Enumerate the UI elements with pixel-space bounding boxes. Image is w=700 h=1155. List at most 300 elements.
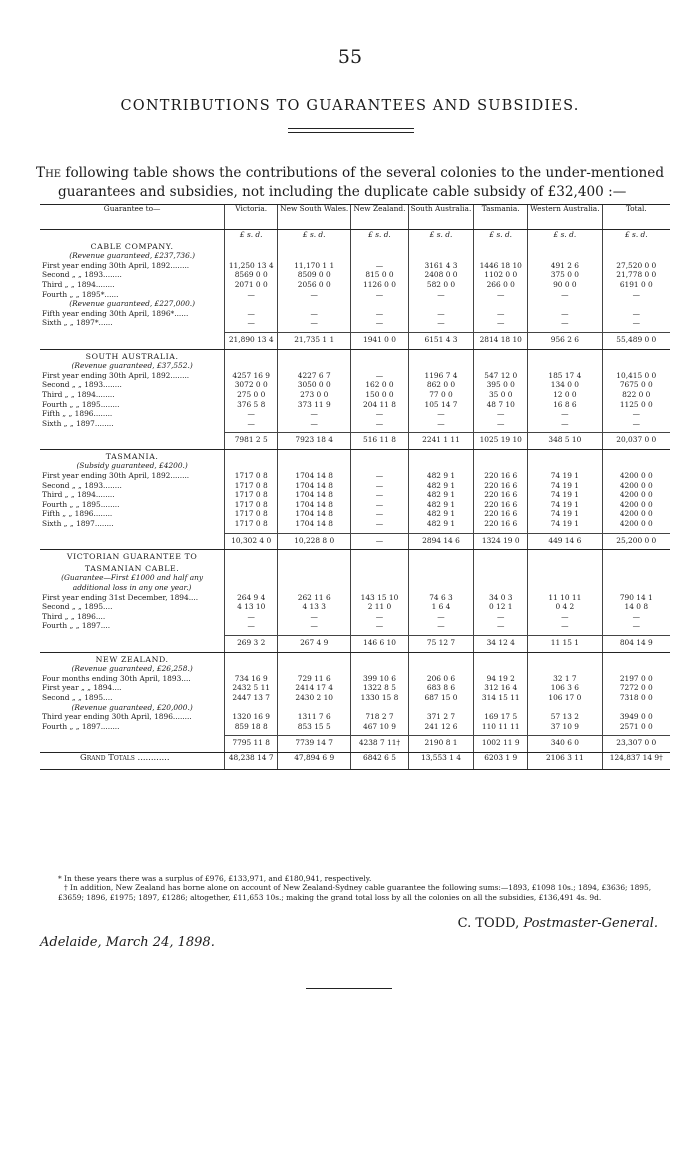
value-cell: 57 13 2 xyxy=(528,712,602,722)
blank-cell xyxy=(474,251,528,261)
value-cell: — xyxy=(528,621,602,631)
row-label: First year „ „ 1894.... xyxy=(42,683,122,693)
total-cell: 4238 7 11† xyxy=(351,736,408,753)
intro-lead: The xyxy=(36,165,62,181)
value-cell: 314 15 11 xyxy=(474,693,528,703)
unit-label-blank xyxy=(40,230,225,240)
row-label: Fourth „ „ 1895*...... xyxy=(42,289,119,299)
section-title-row xyxy=(40,449,670,461)
unit-cell: £ s. d. xyxy=(528,230,602,240)
blank-cell xyxy=(351,349,408,361)
value-cell: 134 0 0 xyxy=(528,380,602,390)
blank-cell xyxy=(278,240,351,252)
table-row xyxy=(40,500,670,510)
total-cell: 1025 19 10 xyxy=(474,433,528,450)
value-cell: 4200 0 0 xyxy=(602,500,670,510)
value-cell: 1704 14 8 xyxy=(278,500,351,510)
section-note: (Revenue guaranteed, £20,000.) xyxy=(71,702,193,712)
blank-cell xyxy=(602,349,670,361)
value-cell: 2430 2 10 xyxy=(278,693,351,703)
blank-cell xyxy=(408,251,474,261)
value-cell: 4257 16 9 xyxy=(225,371,278,381)
grand-total-cell: 2106 3 11 xyxy=(528,752,602,769)
value-cell: 220 16 6 xyxy=(474,519,528,529)
value-cell: 3050 0 0 xyxy=(278,380,351,390)
blank-cell xyxy=(602,361,670,371)
unit-cell: £ s. d. xyxy=(602,230,670,240)
blank-cell xyxy=(528,550,602,562)
value-cell: — xyxy=(351,309,408,319)
blank-cell xyxy=(351,361,408,371)
footnotes xyxy=(58,874,670,902)
value-cell: — xyxy=(225,621,278,631)
value-cell: 1717 0 8 xyxy=(225,471,278,481)
total-cell: 804 14 9 xyxy=(602,635,670,652)
total-cell: 1324 19 0 xyxy=(474,533,528,550)
blank-cell xyxy=(602,240,670,252)
value-cell: 169 17 5 xyxy=(474,712,528,722)
blank-cell xyxy=(408,461,474,471)
total-cell: 75 12 7 xyxy=(408,635,474,652)
column-header: South Australia. xyxy=(408,205,474,230)
value-cell: — xyxy=(278,318,351,328)
table-row xyxy=(40,309,670,319)
blank-cell xyxy=(351,550,408,562)
value-cell: 11,250 13 4 xyxy=(225,261,278,271)
section-total-row xyxy=(40,332,670,349)
total-label-blank xyxy=(40,332,225,349)
value-cell: 718 2 7 xyxy=(351,712,408,722)
page-number: 55 xyxy=(337,46,363,68)
value-cell: 105 14 7 xyxy=(408,400,474,410)
section-title: VICTORIAN GUARANTEE TO xyxy=(66,552,198,562)
value-cell: — xyxy=(351,481,408,491)
blank-cell xyxy=(528,703,602,713)
blank-cell xyxy=(474,664,528,674)
blank-cell xyxy=(225,562,278,574)
row-label: Fourth „ „ 1897........ xyxy=(42,721,120,731)
value-cell: 74 19 1 xyxy=(528,490,602,500)
section-note-row xyxy=(40,461,670,471)
value-cell: — xyxy=(602,309,670,319)
value-cell: 27,520 0 0 xyxy=(602,261,670,271)
value-cell: 106 3 6 xyxy=(528,683,602,693)
value-cell: 241 12 6 xyxy=(408,722,474,732)
total-cell: 2241 1 11 xyxy=(408,433,474,450)
value-cell: 74 19 1 xyxy=(528,519,602,529)
total-cell: 2814 18 10 xyxy=(474,332,528,349)
grand-totals-row xyxy=(40,752,670,769)
value-cell: — xyxy=(602,621,670,631)
value-cell: 1126 0 0 xyxy=(351,280,408,290)
value-cell: 220 16 6 xyxy=(474,500,528,510)
value-cell: 7675 0 0 xyxy=(602,380,670,390)
value-cell: — xyxy=(474,612,528,622)
value-cell: — xyxy=(351,612,408,622)
place-date: Adelaide, March 24, 1898. xyxy=(40,935,215,950)
blank-cell xyxy=(408,299,474,309)
value-cell: — xyxy=(278,419,351,429)
value-cell: 4227 6 7 xyxy=(278,371,351,381)
section-note-row xyxy=(40,703,670,713)
table-row xyxy=(40,419,670,429)
value-cell: 1704 14 8 xyxy=(278,481,351,491)
value-cell: 4200 0 0 xyxy=(602,481,670,491)
value-cell: 204 11 8 xyxy=(351,400,408,410)
blank-cell xyxy=(278,573,351,583)
value-cell: — xyxy=(351,471,408,481)
value-cell: — xyxy=(528,419,602,429)
row-label: Fifth year ending 30th April, 1896*...... xyxy=(42,308,189,318)
value-cell: — xyxy=(474,419,528,429)
value-cell: 74 19 1 xyxy=(528,481,602,491)
blank-cell xyxy=(351,299,408,309)
footnote-surplus: * In these years there was a surplus of £976, £133,971, and £180,941, respectively. xyxy=(58,874,372,883)
column-header: Guarantee to— xyxy=(40,205,225,230)
value-cell: 482 9 1 xyxy=(408,500,474,510)
value-cell: 482 9 1 xyxy=(408,519,474,529)
value-cell: — xyxy=(528,612,602,622)
total-cell: 340 6 0 xyxy=(528,736,602,753)
row-label: First year ending 31st December, 1894.... xyxy=(42,592,199,602)
column-header: Total. xyxy=(602,205,670,230)
blank-cell xyxy=(408,562,474,574)
section-note: additional loss in any one year.) xyxy=(72,583,192,592)
value-cell: 1311 7 6 xyxy=(278,712,351,722)
table-row xyxy=(40,674,670,684)
value-cell: 220 16 6 xyxy=(474,490,528,500)
section-title-row xyxy=(40,550,670,562)
blank-cell xyxy=(474,349,528,361)
value-cell: — xyxy=(278,621,351,631)
blank-cell xyxy=(225,461,278,471)
value-cell: 1102 0 0 xyxy=(474,270,528,280)
blank-cell xyxy=(225,251,278,261)
value-cell: 7272 0 0 xyxy=(602,683,670,693)
table-row xyxy=(40,400,670,410)
total-cell: 2894 14 6 xyxy=(408,533,474,550)
blank-cell xyxy=(225,652,278,664)
table-row xyxy=(40,390,670,400)
table-row xyxy=(40,509,670,519)
value-cell: 162 0 0 xyxy=(351,380,408,390)
value-cell: 2447 13 7 xyxy=(225,693,278,703)
blank-cell xyxy=(225,361,278,371)
blank-cell xyxy=(351,562,408,574)
value-cell: — xyxy=(351,490,408,500)
section-note-row xyxy=(40,251,670,261)
total-cell: 25,200 0 0 xyxy=(602,533,670,550)
table-row xyxy=(40,612,670,622)
value-cell: 687 15 0 xyxy=(408,693,474,703)
table-row xyxy=(40,683,670,693)
value-cell: 1704 14 8 xyxy=(278,471,351,481)
value-cell: 90 0 0 xyxy=(528,280,602,290)
section-title: NEW ZEALAND. xyxy=(95,654,169,664)
value-cell: — xyxy=(225,309,278,319)
blank-cell xyxy=(474,583,528,593)
row-label: Fourth „ „ 1897.... xyxy=(42,621,111,631)
row-label: Second „ „ 1893........ xyxy=(42,380,122,390)
value-cell: 11,170 1 1 xyxy=(278,261,351,271)
section-title: SOUTH AUSTRALIA. xyxy=(85,351,179,361)
value-cell: 7318 0 0 xyxy=(602,693,670,703)
value-cell: — xyxy=(474,318,528,328)
column-header: Victoria. xyxy=(225,205,278,230)
row-label: Third year ending 30th April, 1896........ xyxy=(42,712,192,722)
value-cell: 3161 4 3 xyxy=(408,261,474,271)
signature xyxy=(458,916,658,931)
table-row xyxy=(40,693,670,703)
section-title-row xyxy=(40,652,670,664)
blank-cell xyxy=(602,562,670,574)
value-cell: 2071 0 0 xyxy=(225,280,278,290)
table-row xyxy=(40,280,670,290)
value-cell: 1717 0 8 xyxy=(225,509,278,519)
value-cell: — xyxy=(351,419,408,429)
total-cell: 10,228 8 0 xyxy=(278,533,351,550)
value-cell: — xyxy=(528,409,602,419)
table-row xyxy=(40,481,670,491)
grand-total-cell: 6842 6 5 xyxy=(351,752,408,769)
value-cell: — xyxy=(351,500,408,510)
table-row xyxy=(40,471,670,481)
blank-cell xyxy=(602,550,670,562)
blank-cell xyxy=(528,573,602,583)
section-note-row xyxy=(40,583,670,593)
row-label: Third „ „ 1894........ xyxy=(42,279,115,289)
blank-cell xyxy=(351,664,408,674)
value-cell: 1196 7 4 xyxy=(408,371,474,381)
blank-cell xyxy=(474,361,528,371)
table-row xyxy=(40,318,670,328)
section-note: (Revenue guaranteed, £237,736.) xyxy=(69,251,196,261)
total-cell: 348 5 10 xyxy=(528,433,602,450)
blank-cell xyxy=(474,449,528,461)
value-cell: 395 0 0 xyxy=(474,380,528,390)
value-cell: — xyxy=(408,409,474,419)
unit-row xyxy=(40,230,670,240)
blank-cell xyxy=(278,349,351,361)
total-cell: 10,302 4 0 xyxy=(225,533,278,550)
signature-name: C. TODD, xyxy=(457,916,520,931)
blank-cell xyxy=(602,703,670,713)
value-cell: — xyxy=(351,519,408,529)
value-cell: 547 12 0 xyxy=(474,371,528,381)
value-cell: 74 6 3 xyxy=(408,593,474,603)
table-row xyxy=(40,261,670,271)
value-cell: 74 19 1 xyxy=(528,471,602,481)
value-cell: — xyxy=(408,318,474,328)
blank-cell xyxy=(602,664,670,674)
grand-totals-label: Grand Totals ............ xyxy=(40,752,225,769)
value-cell: 1446 18 10 xyxy=(474,261,528,271)
value-cell: 4200 0 0 xyxy=(602,490,670,500)
blank-cell xyxy=(408,652,474,664)
value-cell: 482 9 1 xyxy=(408,481,474,491)
value-cell: — xyxy=(528,318,602,328)
value-cell: — xyxy=(351,371,408,381)
value-cell: 12 0 0 xyxy=(528,390,602,400)
blank-cell xyxy=(351,652,408,664)
value-cell: 4200 0 0 xyxy=(602,519,670,529)
blank-cell xyxy=(602,449,670,461)
blank-cell xyxy=(474,562,528,574)
blank-cell xyxy=(528,664,602,674)
blank-cell xyxy=(278,583,351,593)
value-cell: — xyxy=(225,612,278,622)
total-label-blank xyxy=(40,433,225,450)
blank-cell xyxy=(528,251,602,261)
value-cell: 822 0 0 xyxy=(602,390,670,400)
value-cell: 482 9 1 xyxy=(408,471,474,481)
blank-cell xyxy=(528,583,602,593)
value-cell: 1704 14 8 xyxy=(278,509,351,519)
value-cell: 6191 0 0 xyxy=(602,280,670,290)
table-row xyxy=(40,380,670,390)
value-cell: 1704 14 8 xyxy=(278,490,351,500)
blank-cell xyxy=(351,461,408,471)
value-cell: 2408 0 0 xyxy=(408,270,474,280)
row-label: Third „ „ 1894........ xyxy=(42,490,115,500)
blank-cell xyxy=(351,583,408,593)
unit-cell: £ s. d. xyxy=(474,230,528,240)
value-cell: 220 16 6 xyxy=(474,509,528,519)
row-label: Second „ „ 1893........ xyxy=(42,270,122,280)
section-total-row xyxy=(40,736,670,753)
value-cell: 2571 0 0 xyxy=(602,722,670,732)
value-cell: 2197 0 0 xyxy=(602,674,670,684)
row-label: First year ending 30th April, 1892........ xyxy=(42,260,190,270)
value-cell: — xyxy=(408,309,474,319)
value-cell: 74 19 1 xyxy=(528,500,602,510)
blank-cell xyxy=(408,550,474,562)
total-cell: 55,489 0 0 xyxy=(602,332,670,349)
value-cell: — xyxy=(225,290,278,300)
total-cell: 146 6 10 xyxy=(351,635,408,652)
total-cell: 7923 18 4 xyxy=(278,433,351,450)
value-cell: 1 6 4 xyxy=(408,602,474,612)
value-cell: — xyxy=(474,309,528,319)
value-cell: — xyxy=(408,621,474,631)
section-note: (Revenue guaranteed, £37,552.) xyxy=(71,361,193,371)
value-cell: 21,778 0 0 xyxy=(602,270,670,280)
total-cell: — xyxy=(351,533,408,550)
total-cell: 1002 11 9 xyxy=(474,736,528,753)
blank-cell xyxy=(408,349,474,361)
total-cell: 7795 11 8 xyxy=(225,736,278,753)
value-cell: 683 8 6 xyxy=(408,683,474,693)
blank-cell xyxy=(351,251,408,261)
blank-cell xyxy=(602,583,670,593)
blank-cell xyxy=(408,703,474,713)
value-cell: 4200 0 0 xyxy=(602,509,670,519)
value-cell: — xyxy=(602,290,670,300)
value-cell: — xyxy=(225,419,278,429)
table-row xyxy=(40,593,670,603)
value-cell: 373 11 9 xyxy=(278,400,351,410)
value-cell: 1125 0 0 xyxy=(602,400,670,410)
value-cell: 35 0 0 xyxy=(474,390,528,400)
value-cell: — xyxy=(408,419,474,429)
value-cell: 734 16 9 xyxy=(225,674,278,684)
row-label: Sixth „ „ 1897........ xyxy=(42,418,114,428)
total-label-blank xyxy=(40,736,225,753)
row-label: Second „ „ 1895.... xyxy=(42,602,113,612)
blank-cell xyxy=(278,251,351,261)
header-row xyxy=(40,205,670,230)
value-cell: — xyxy=(474,621,528,631)
blank-cell xyxy=(408,583,474,593)
contributions-table xyxy=(40,204,670,770)
blank-cell xyxy=(225,573,278,583)
blank-cell xyxy=(602,652,670,664)
value-cell: 37 10 9 xyxy=(528,722,602,732)
unit-cell: £ s. d. xyxy=(278,230,351,240)
blank-cell xyxy=(528,349,602,361)
value-cell: — xyxy=(278,290,351,300)
blank-cell xyxy=(474,573,528,583)
value-cell: — xyxy=(528,290,602,300)
grand-total-cell: 6203 1 9 xyxy=(474,752,528,769)
value-cell: 862 0 0 xyxy=(408,380,474,390)
value-cell: — xyxy=(474,409,528,419)
value-cell: 853 15 5 xyxy=(278,722,351,732)
blank-cell xyxy=(278,361,351,371)
value-cell: 491 2 6 xyxy=(528,261,602,271)
value-cell: 8509 0 0 xyxy=(278,270,351,280)
value-cell: 266 0 0 xyxy=(474,280,528,290)
table-row xyxy=(40,371,670,381)
total-cell: 23,307 0 0 xyxy=(602,736,670,753)
value-cell: — xyxy=(351,409,408,419)
value-cell: 16 8 6 xyxy=(528,400,602,410)
blank-cell xyxy=(278,652,351,664)
total-cell: 516 11 8 xyxy=(351,433,408,450)
value-cell: 48 7 10 xyxy=(474,400,528,410)
value-cell: — xyxy=(474,290,528,300)
blank-cell xyxy=(602,251,670,261)
blank-cell xyxy=(474,703,528,713)
blank-cell xyxy=(474,240,528,252)
value-cell: 1717 0 8 xyxy=(225,481,278,491)
section-title: TASMANIAN CABLE. xyxy=(84,563,180,573)
blank-cell xyxy=(225,299,278,309)
blank-cell xyxy=(528,449,602,461)
section-total-row xyxy=(40,533,670,550)
value-cell: 0 12 1 xyxy=(474,602,528,612)
value-cell: — xyxy=(278,309,351,319)
section-total-row xyxy=(40,635,670,652)
value-cell: 1717 0 8 xyxy=(225,500,278,510)
value-cell: 729 11 6 xyxy=(278,674,351,684)
grand-total-cell: 13,553 1 4 xyxy=(408,752,474,769)
blank-cell xyxy=(225,349,278,361)
blank-cell xyxy=(408,664,474,674)
unit-cell: £ s. d. xyxy=(408,230,474,240)
row-label: Third „ „ 1894........ xyxy=(42,389,115,399)
table-row xyxy=(40,621,670,631)
total-cell: 11 15 1 xyxy=(528,635,602,652)
blank-cell xyxy=(408,361,474,371)
blank-cell xyxy=(474,461,528,471)
row-label: First year ending 30th April, 1892........ xyxy=(42,370,190,380)
column-header: New Zealand. xyxy=(351,205,408,230)
blank-cell xyxy=(278,550,351,562)
value-cell: 2 11 0 xyxy=(351,602,408,612)
value-cell: 482 9 1 xyxy=(408,490,474,500)
table-row xyxy=(40,602,670,612)
